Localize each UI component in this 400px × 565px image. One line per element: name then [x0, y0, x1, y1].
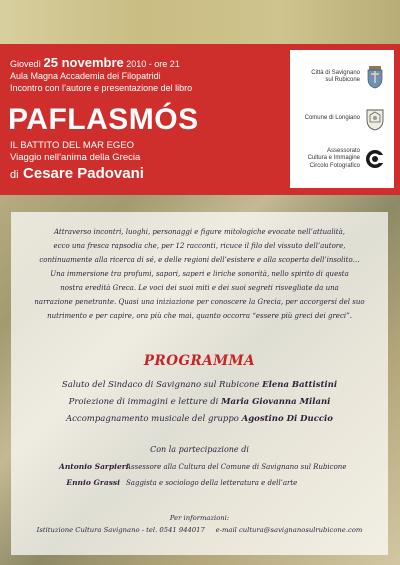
coat-of-arms-icon: [364, 65, 386, 89]
sponsor-assessorato: [290, 142, 394, 176]
sponsor-savignano: [290, 60, 394, 94]
programma-title: PROGRAMMA: [143, 353, 256, 369]
info-label: Per informazioni:: [169, 514, 230, 522]
programma-item: Proiezione di immagini e letture di Maria Giovanna Milani: [68, 397, 331, 407]
info-contacts: Istituzione Cultura Savignano - tel. 0541 944017 e-mail cultura@savignanosulrubicone.com: [36, 526, 363, 534]
sponsor-label: Città di Savignano: [311, 69, 360, 76]
intro-line: Una immersione tra profumi, sapori, saperi e liriche sonorità, nello spirito di questa: [50, 270, 349, 278]
event-type: Incontro con l’autore e presentazione del libro: [10, 83, 193, 93]
sponsor-label: sul Rubicone: [325, 77, 360, 83]
crest-icon: [364, 107, 386, 131]
camera-logo-icon: [364, 147, 386, 171]
participant-row: [59, 478, 297, 487]
sponsor-label: Circolo Fotografico: [309, 162, 360, 169]
sponsor-box: [290, 50, 394, 188]
sponsor-label: Comune di Longiano: [304, 115, 360, 122]
participant-role: Assessore alla Cultura del Comune di Savignano sul Rubicone: [126, 463, 347, 471]
book-title: PAFLASMÓS: [8, 103, 199, 136]
intro-line: nutrimento e per capire, ora più che mai, quanto occorra “essere più greci dei greci”.: [47, 312, 352, 320]
intro-line: narrazione penetrante. Quasi una iniziazione per conoscere la Grecia, per accorgersi del suo: [34, 298, 365, 306]
book-subtitle-2: Viaggio nell’anima della Grecia: [10, 152, 141, 163]
book-author: di Cesare Padovani: [10, 165, 144, 182]
content-panel: [11, 212, 388, 555]
participation-intro: Con la partecipazione di: [150, 445, 249, 454]
programma-item: Accompagnamento musicale del gruppo Agostino Di Duccio: [66, 414, 333, 424]
participant-name: Antonio Sarpieri: [59, 462, 129, 471]
book-subtitle: IL BATTITO DEL MAR EGEO: [10, 140, 135, 151]
sponsor-label: Assessorato: [326, 147, 360, 154]
participant-name: Ennio Grassi: [66, 478, 120, 487]
sponsor-label: Cultura e Immagine: [307, 155, 360, 162]
background-painting-strip: [0, 0, 400, 44]
participant-role: Saggista e sociologo della letteratura e dell’arte: [126, 479, 298, 487]
intro-line: Attraverso incontri, luoghi, personaggi e figure mitologiche evocate nell’attualità,: [53, 228, 346, 236]
sponsor-longiano: [290, 102, 394, 136]
programma-item: Saluto del Sindaco di Savignano sul Rubicone Elena Battistini: [61, 380, 338, 390]
intro-line: continuamente alla ricerca di sé, e delle regioni dell’esistere e alla scoperta dell’insolito…: [39, 256, 360, 264]
intro-line: nostra eredità Greca. Le voci dei suoi miti e dei suoi segreti risvegliate da una: [60, 284, 339, 292]
event-venue: Aula Magna Accademia dei Filopatridi: [10, 71, 161, 81]
participant-row: [59, 462, 346, 471]
intro-line: ecco una fresca rapsodia che, per 12 racconti, ricuce il filo del vissuto dell’autore,: [53, 242, 346, 250]
event-date: Giovedì 25 novembre 2010 - ore 21: [10, 55, 180, 70]
